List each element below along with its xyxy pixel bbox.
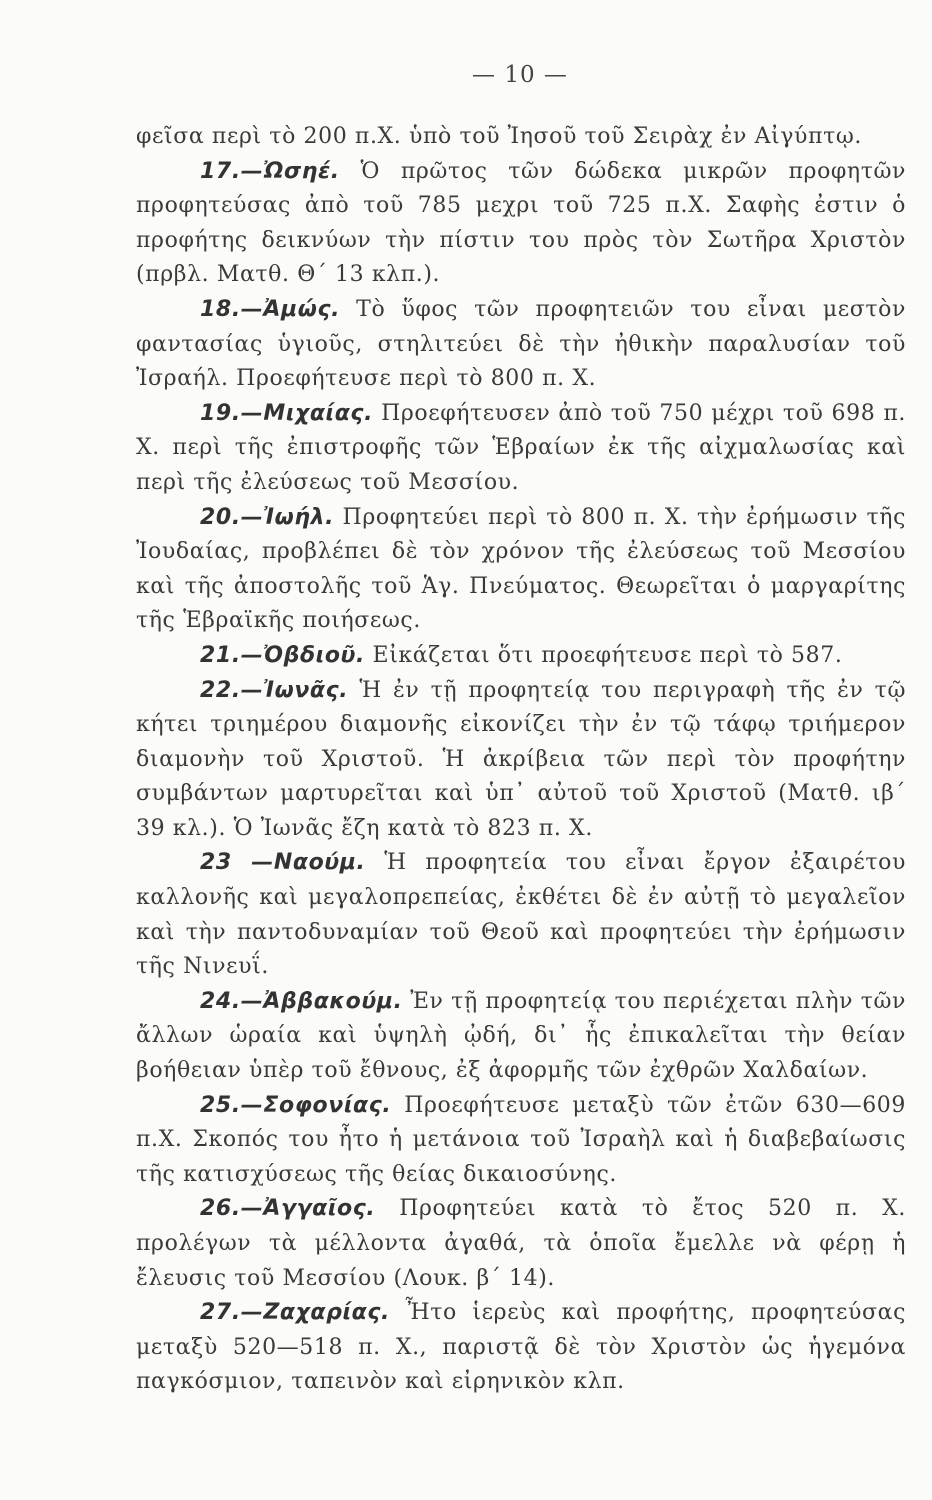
entry-number: 20.— [200,504,264,530]
entry-text: Ἦτο ἱερεὺς καὶ προφήτης, προφητεύσας μεταξὺ 520—518 π. Χ., παριστᾷ δὲ τὸν Χριστὸν ὡς ἡγεμόνα παγκόσμιον, ταπεινὸν καὶ εἰρηνικὸν κλπ. [136,1300,906,1395]
entry-number: 17.— [200,158,264,184]
entry-23 [136,846,906,984]
intro-paragraph: φεῖσα περὶ τὸ 200 π.Χ. ὑπὸ τοῦ Ἰησοῦ τοῦ Σειρὰχ ἐν Αἰγύπτῳ. [136,124,862,149]
prophet-name: Ὀβδιοῦ. [263,642,365,668]
entry-text: Προφητεύει περὶ τὸ 800 π. Χ. τὴν ἐρήμωσιν τῆς Ἰουδαίας, προβλέπει δὲ τὸν χρόνον τῆς ἐλεύσεως τοῦ Μεσσίου καὶ τῆς ἀποστολῆς τοῦ Ἁγ. Πνεύματος. Θεωρεῖται ὁ μαργαρίτης τῆς Ἑβραϊκῆς ποιήσεως. [136,504,906,634]
entry-number: 27.— [200,1300,264,1326]
entry-text: Προφητεύει κατὰ τὸ ἔτος 520 π. Χ. προλέγων τὰ μέλλοντα ἀγαθά, τὰ ὁποῖα ἔμελλε νὰ φέρῃ ἡ ἔλευσις τοῦ Μεσσίου (Λουκ. β΄ 14). [136,1196,906,1291]
entry-number: 23 — [200,850,274,876]
entry-number: 26.— [200,1196,264,1222]
prophet-name: Ναούμ. [273,850,366,876]
prophet-name: Ἰωνᾶς. [263,677,349,703]
prophet-name: Ἀμώς. [263,296,341,322]
entry-number: 25.— [200,1092,264,1118]
prophet-name: Σοφονίας. [263,1092,392,1118]
entry-text: Προεφήτευσεν ἀπὸ τοῦ 750 μέχρι τοῦ 698 π. Χ. περὶ τῆς ἐπιστροφῆς τῶν Ἑβραίων ἐκ τῆς αἰχμαλωσίας καὶ περὶ τῆς ἐλεύσεως τοῦ Μεσσίου. [136,400,906,495]
entry-number: 24.— [200,988,264,1014]
entry-17 [136,155,906,293]
entry-20 [136,501,906,639]
entry-27 [136,1296,906,1400]
prophet-name: Ὠσηέ. [263,158,340,184]
page-number: — 10 — [472,62,568,88]
entry-number: 21.— [200,642,264,668]
page-body [136,120,906,1400]
prophet-name: Μιχαίας. [263,400,374,426]
prophet-name: Ἰωήλ. [263,504,335,530]
prophet-name: Ζαχαρίας. [263,1300,390,1326]
prophet-name: Ἀββακούμ. [263,988,403,1014]
entry-number: 22.— [200,677,264,703]
entry-text: Ἡ ἐν τῇ προφητείᾳ του περιγραφὴ τῆς ἐν τῷ κήτει τριημέρου διαμονῆς εἰκονίζει τὴν ἐν τῷ τάφῳ τριήμερον διαμονὴν τοῦ Χριστοῦ. Ἡ ἀκρίβεια τῶν περὶ τὸν προφήτην συμβάντων μαρτυρεῖται καὶ ὑπ᾽ αὐτοῦ τοῦ Χριστοῦ (Ματθ. ιβ΄ 39 κλ.). Ὁ Ἰωνᾶς ἔζη κατὰ τὸ 823 π. Χ. [136,677,906,841]
entry-26 [136,1192,906,1296]
entry-18 [136,293,906,397]
entry-number: 19.— [200,400,264,426]
prophet-name: Ἀγγαῖος. [263,1196,376,1222]
entry-25 [136,1089,906,1193]
entry-19 [136,397,906,501]
entry-text: Εἰκάζεται ὅτι προεφήτευσε περὶ τὸ 587. [364,642,843,668]
entry-text: Τὸ ὕφος τῶν προφητειῶν του εἶναι μεστὸν φαντασίας ὑγιοῦς, στηλιτεύει δὲ τὴν ἠθικὴν παραλυσίαν τοῦ Ἰσραήλ. Προεφήτευσε περὶ τὸ 800 π. Χ. [136,296,906,392]
entry-24 [136,985,906,1089]
entry-number: 18.— [200,296,264,322]
entry-text: Ἐν τῇ προφητείᾳ του περιέχεται πλὴν τῶν ἄλλων ὡραία καὶ ὑψηλὴ ᾠδή, δι᾽ ἧς ἐπικαλεῖται τὴν θείαν βοήθειαν ὑπὲρ τοῦ ἔθνους, ἐξ ἀφορμῆς τῶν ἐχθρῶν Χαλδαίων. [136,988,906,1084]
entry-text: Ἡ προφητεία του εἶναι ἔργον ἐξαιρέτου καλλονῆς καὶ μεγαλοπρεπείας, ἐκθέτει δὲ ἐν αὐτῇ τὸ μεγαλεῖον καὶ τὴν παντοδυναμίαν τοῦ Θεοῦ καὶ προφητεύει τὴν ἐρήμωσιν τῆς Νινευΐ. [136,850,906,980]
entry-22 [136,674,906,847]
entry-text: Ὁ πρῶτος τῶν δώδεκα μικρῶν προφητῶν προφητεύσας ἀπὸ τοῦ 785 μεχρι τοῦ 725 π.Χ. Σαφὴς ἐστιν ὁ προφήτης δεικνύων τὴν πίστιν του πρὸς τὸν Σωτῆρα Χριστὸν (πρβλ. Ματθ. Θ΄ 13 κλπ.). [136,158,906,288]
entry-21 [136,639,906,674]
entry-text: Προεφήτευσε μεταξὺ τῶν ἐτῶν 630—609 π.Χ. Σκοπός του ἦτο ἡ μετάνοια τοῦ Ἰσραὴλ καὶ ἡ διαβεβαίωσις τῆς κατισχύσεως τῆς θείας δικαιοσύνης. [136,1092,906,1187]
